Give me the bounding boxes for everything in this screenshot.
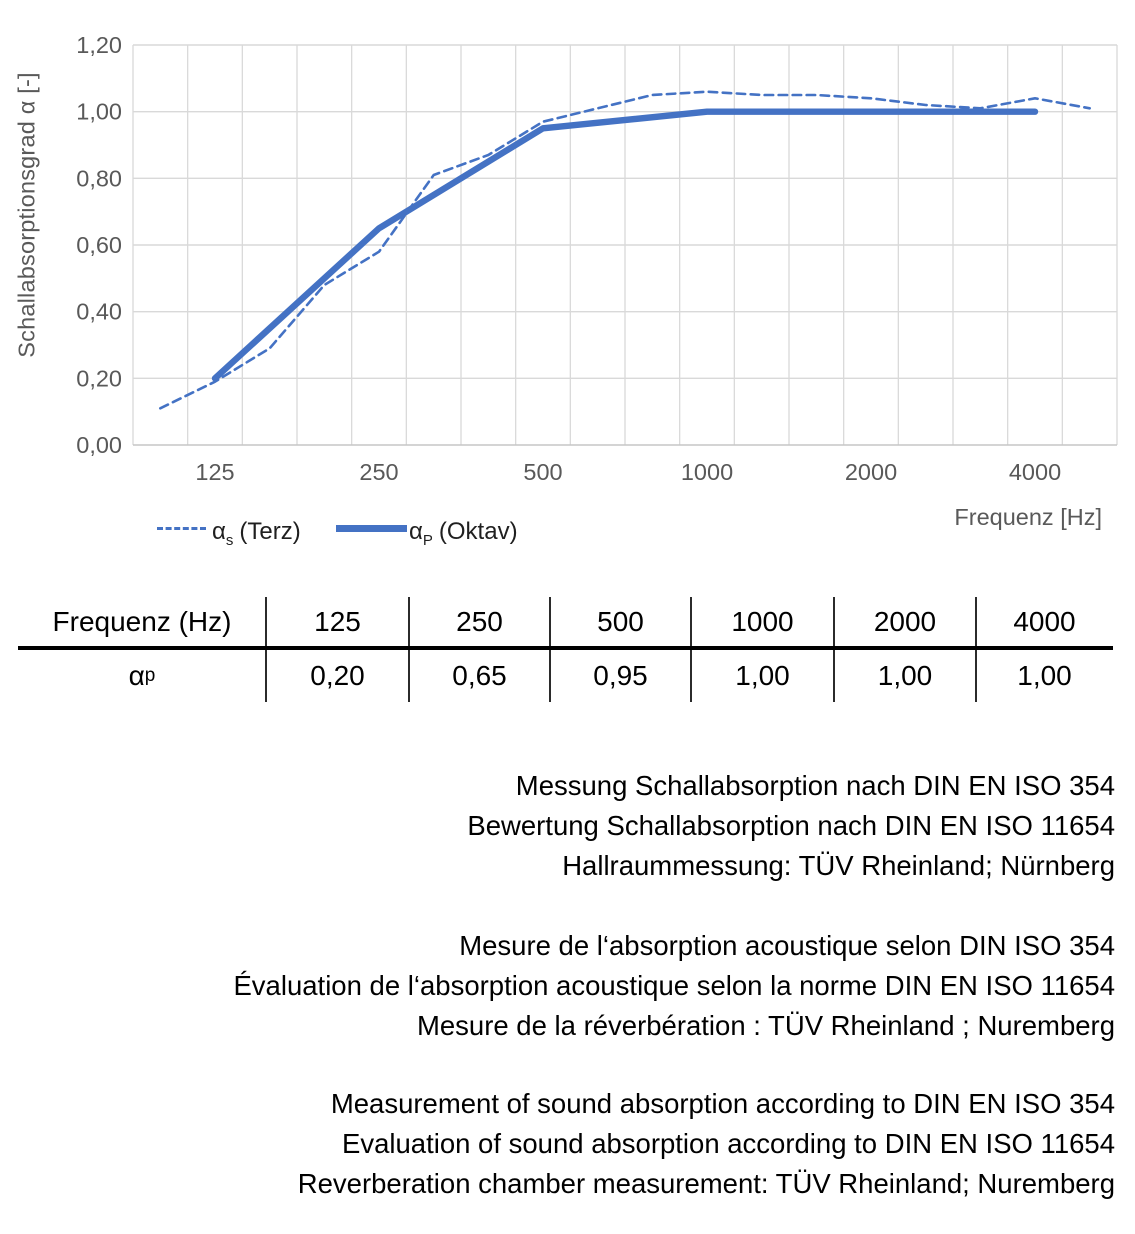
- table-header-1000: 1000: [731, 605, 794, 637]
- legend-label-oktav: [409, 518, 518, 549]
- y-tick-label: 1,00: [76, 98, 122, 125]
- table-value-500: 0,95: [593, 660, 648, 691]
- note-line: Messung Schallabsorption nach DIN EN ISO 354: [515, 770, 1115, 801]
- table-header-500: 500: [597, 605, 644, 637]
- legend-series-name: (Oktav): [438, 518, 518, 545]
- x-tick-label: 250: [359, 459, 399, 485]
- alpha-subscript: s: [225, 531, 234, 549]
- table-header-2000: 2000: [873, 605, 937, 637]
- x-tick-label: 2000: [844, 459, 898, 485]
- note-english: [298, 1084, 1115, 1204]
- alpha-subscript: P: [422, 531, 433, 549]
- y-tick-label: 0,20: [76, 365, 122, 392]
- table-header-250: 250: [456, 605, 503, 637]
- table-value-250: 0,65: [452, 660, 507, 691]
- y-tick-label: 0,00: [76, 432, 122, 458]
- note-line: Measurement of sound absorption according to DIN EN ISO 354: [330, 1088, 1115, 1119]
- note-line: Evaluation of sound absorption according to DIN EN ISO 11654: [341, 1128, 1115, 1159]
- note-line: Mesure de la réverbération : TÜV Rheinland ; Nuremberg: [416, 1010, 1115, 1041]
- alpha-symbol: α: [128, 660, 145, 691]
- table-value-125: 0,20: [310, 660, 365, 691]
- absorption-line-chart: [0, 0, 1135, 500]
- table-header-125: 125: [314, 605, 361, 637]
- legend-label-terz: [212, 518, 301, 549]
- table-header-frequency: Frequenz (Hz): [52, 605, 232, 637]
- table-header-4000: 4000: [1013, 605, 1076, 637]
- note-line: Évaluation de l‘absorption acoustique selon la norme DIN EN ISO 11654: [233, 970, 1115, 1001]
- y-tick-label: 0,40: [76, 298, 122, 325]
- table-header-divider: [18, 646, 1113, 650]
- x-axis-title: Frequenz [Hz]: [954, 504, 1102, 530]
- x-tick-label: 500: [523, 459, 563, 485]
- note-line: Hallraummessung: TÜV Rheinland; Nürnberg: [562, 850, 1115, 881]
- y-tick-label: 0,60: [76, 232, 122, 258]
- table-value-4000: 1,00: [1017, 660, 1072, 691]
- alpha-symbol: α: [409, 518, 423, 545]
- alpha-symbol: α: [212, 518, 226, 545]
- absorption-table: [18, 595, 1113, 704]
- note-line: Mesure de l‘absorption acoustique selon DIN ISO 354: [459, 930, 1115, 961]
- y-tick-label: 1,20: [76, 32, 122, 58]
- y-axis-title: Schallabsorptionsgrad α [-]: [13, 72, 40, 358]
- table-value-1000: 1,00: [735, 660, 790, 691]
- legend-solid-line-sample: [336, 525, 407, 532]
- table-row-label-alpha-p: [18, 648, 266, 704]
- note-german: [467, 766, 1115, 886]
- note-line: Bewertung Schallabsorption nach DIN EN ISO 11654: [467, 810, 1115, 841]
- alpha-subscript: p: [144, 665, 156, 686]
- legend-series-name: (Terz): [239, 518, 301, 545]
- y-tick-label: 0,80: [76, 165, 122, 192]
- x-tick-label: 125: [195, 459, 235, 485]
- legend-dashed-line-sample: [157, 527, 206, 530]
- table-value-2000: 1,00: [877, 660, 933, 691]
- x-tick-label: 4000: [1008, 459, 1062, 485]
- x-tick-label: 1000: [680, 459, 734, 485]
- note-line: Reverberation chamber measurement: TÜV Rheinland; Nuremberg: [297, 1168, 1115, 1199]
- note-french: [233, 926, 1115, 1046]
